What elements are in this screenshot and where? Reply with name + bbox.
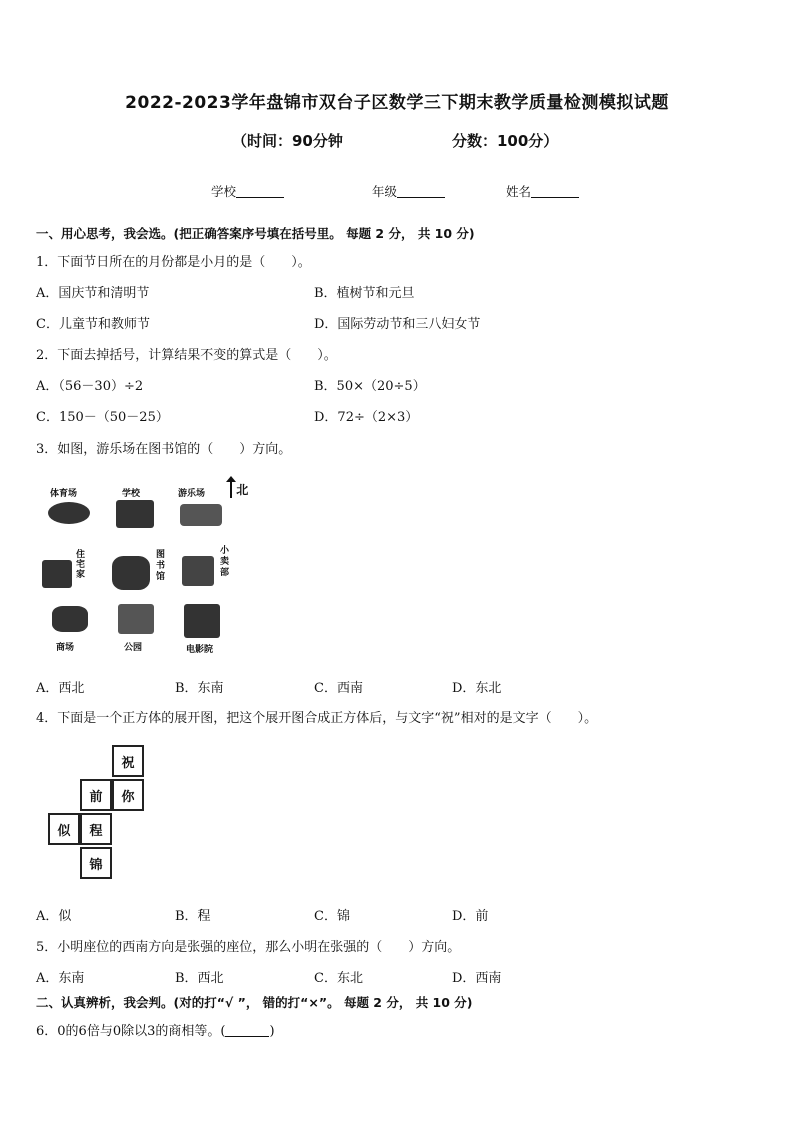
map-label: 学校: [122, 489, 141, 499]
q3-option-d[interactable]: D．东北: [452, 681, 502, 696]
q5-option-d[interactable]: D．西南: [452, 971, 502, 986]
q6-text: 6．0的6倍与0除以3的商相等。(: [36, 1024, 226, 1039]
q5-option-b[interactable]: B．西北: [175, 971, 224, 986]
section-1-heading: 一、用心思考，我会选。(把正确答案序号填在括号里。 每题 2 分， 共 10 分): [36, 226, 475, 241]
map-label: 游乐场: [178, 489, 206, 499]
exam-score: 分数：100分）: [452, 132, 559, 150]
q3-option-a[interactable]: A．西北: [36, 681, 85, 696]
q2-option-d[interactable]: D．72÷（2×3）: [314, 410, 419, 425]
grade-blank[interactable]: [397, 185, 445, 198]
net-face: 似: [48, 813, 80, 845]
q5-stem: 5．小明座位的西南方向是张强的座位，那么小明在张强的（ ）方向。: [36, 940, 461, 955]
map-place-park: [108, 604, 168, 664]
school-blank[interactable]: [236, 185, 284, 198]
q2-option-c[interactable]: C．150－（50－25）: [36, 410, 169, 425]
q2-option-b[interactable]: B．50×（20÷5）: [314, 379, 426, 394]
q1-option-b[interactable]: B．植树节和元旦: [314, 286, 415, 301]
map-place-stadium: [40, 478, 100, 538]
q4-option-c[interactable]: C．锦: [314, 909, 350, 924]
q1-option-d[interactable]: D．国际劳动节和三八妇女节: [314, 317, 481, 332]
map-place-library: [108, 546, 168, 606]
map-place-school: [108, 478, 168, 538]
map-label: 小卖部: [220, 546, 230, 578]
q4-option-d[interactable]: D．前: [452, 909, 489, 924]
park-icon: [118, 604, 154, 634]
q6-answer-blank[interactable]: [225, 1024, 269, 1037]
map-place-cinema: [176, 604, 236, 664]
north-indicator: [230, 480, 248, 498]
map-label: 商场: [56, 643, 75, 653]
playground-icon: [180, 504, 222, 526]
net-face: 程: [80, 813, 112, 845]
shop-icon: [182, 556, 214, 586]
name-blank[interactable]: [531, 185, 579, 198]
map-place-mall: [40, 604, 100, 664]
north-arrow-icon: [230, 480, 232, 498]
exam-time: （时间：90分钟: [232, 132, 343, 150]
q1-option-a[interactable]: A．国庆节和清明节: [36, 286, 150, 301]
stadium-icon: [48, 502, 90, 524]
q2-option-a[interactable]: A．（56－30）÷2: [36, 379, 144, 394]
map-label: 体育场: [50, 489, 78, 499]
q1-stem: 1．下面节日所在的月份都是小月的是（ ）。: [36, 255, 311, 270]
q4-stem: 4．下面是一个正方体的展开图，把这个展开图合成正方体后，与文字“祝”相对的是文字（ ）。: [36, 711, 598, 726]
school-icon: [116, 500, 154, 528]
map-place-home: [40, 546, 100, 606]
q3-stem: 3．如图，游乐场在图书馆的（ ）方向。: [36, 442, 292, 457]
cinema-icon: [184, 604, 220, 638]
net-face: 你: [112, 779, 144, 811]
library-icon: [112, 556, 150, 590]
north-label: 北: [236, 483, 249, 497]
name-field: [506, 182, 579, 200]
q5-option-c[interactable]: C．东北: [314, 971, 363, 986]
net-face: 祝: [112, 745, 144, 777]
q6-end: ): [269, 1024, 275, 1039]
q1-option-c[interactable]: C．儿童节和教师节: [36, 317, 150, 332]
map-label: 住宅家: [76, 550, 86, 580]
mall-icon: [52, 606, 88, 632]
direction-map: [40, 478, 260, 658]
home-icon: [42, 560, 72, 588]
name-label: 姓名: [506, 184, 532, 199]
net-face: 前: [80, 779, 112, 811]
map-label: 公园: [124, 643, 143, 653]
map-place-playground: [176, 478, 236, 538]
cube-net: [44, 745, 154, 885]
map-label: 电影院: [186, 645, 214, 655]
q3-option-c[interactable]: C．西南: [314, 681, 363, 696]
grade-label: 年级: [372, 184, 398, 199]
grade-field: [372, 182, 445, 200]
q5-option-a[interactable]: A．东南: [36, 971, 85, 986]
q3-option-b[interactable]: B．东南: [175, 681, 224, 696]
page-title: 2022-2023学年盘锦市双台子区数学三下期末教学质量检测模拟试题: [125, 93, 669, 113]
q6-stem: [36, 1020, 275, 1039]
q4-option-a[interactable]: A．似: [36, 909, 72, 924]
school-label: 学校: [211, 184, 237, 199]
map-place-shop: [176, 546, 236, 606]
section-2-heading: 二、认真辨析，我会判。(对的打“√ ”， 错的打“×”。 每题 2 分， 共 10 分): [36, 995, 473, 1010]
school-field: [211, 182, 284, 200]
net-face: 锦: [80, 847, 112, 879]
map-label: 图书馆: [156, 550, 166, 582]
q4-option-b[interactable]: B．程: [175, 909, 211, 924]
q2-stem: 2．下面去掉括号，计算结果不变的算式是（ ）。: [36, 348, 337, 363]
